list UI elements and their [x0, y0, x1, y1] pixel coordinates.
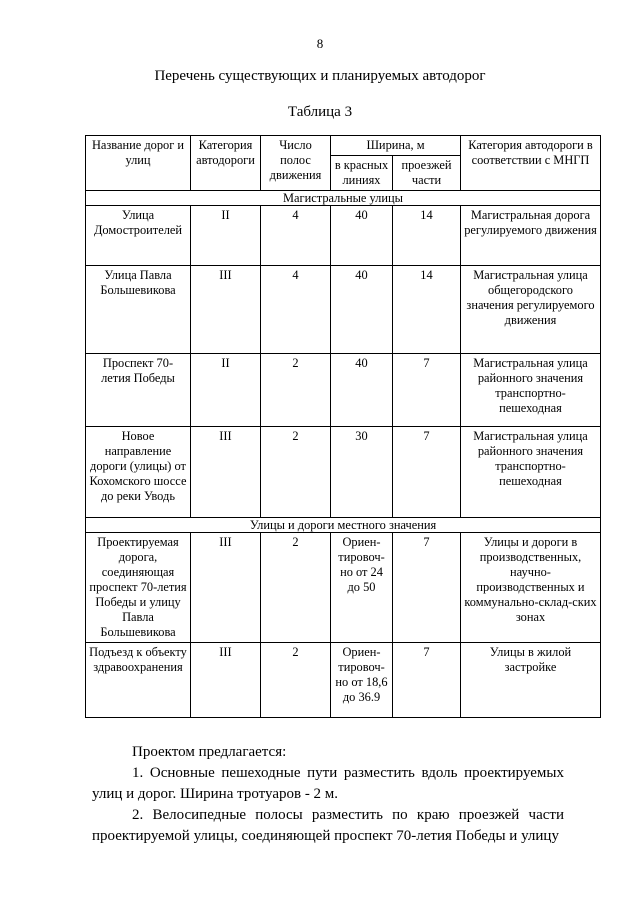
page-number: 8 [316, 36, 324, 51]
section-row [86, 191, 601, 206]
proposal-item: 2. Велосипедные полосы разместить по краю проезжей части проектируемой улицы, соединяющей проспект 70-летия Победы и улицу [92, 807, 564, 844]
cell-mngp: Магистральная улица общегородского значения регулируемого движения [461, 266, 601, 354]
cell-red-lines: 30 [331, 427, 393, 518]
cell-carriageway: 7 [393, 354, 461, 427]
cell-lanes: 2 [261, 354, 331, 427]
proposal-intro: Проектом предлагается: [132, 744, 287, 760]
table-header-row [86, 136, 601, 156]
section-title: Магистральные улицы [86, 191, 601, 206]
section-title: Улицы и дороги местного значения [86, 518, 601, 533]
cell-mngp: Улицы и дороги в производственных, научно-производственных и коммунально-склад-ских зонах [461, 533, 601, 643]
cell-carriageway: 14 [393, 206, 461, 266]
cell-red-lines: 40 [331, 266, 393, 354]
cell-lanes: 2 [261, 427, 331, 518]
cell-category: III [191, 533, 261, 643]
cell-name: Подъезд к объекту здравоохранения [86, 643, 191, 718]
cell-lanes: 2 [261, 533, 331, 643]
cell-name: Проектируемая дорога, соединяющая проспект 70-летия Победы и улицу Павла Большевикова [86, 533, 191, 643]
cell-category: III [191, 427, 261, 518]
cell-carriageway: 7 [393, 533, 461, 643]
cell-lanes: 2 [261, 643, 331, 718]
cell-red-lines: Ориен-тировоч-но от 18,6 до 36.9 [331, 643, 393, 718]
cell-carriageway: 7 [393, 427, 461, 518]
header-width-carriageway: проезжей части [393, 156, 461, 191]
cell-category: II [191, 354, 261, 427]
header-name: Название дорог и улиц [86, 136, 191, 191]
table-row [86, 266, 601, 354]
header-width-red-lines: в красных линиях [331, 156, 393, 191]
cell-name: Проспект 70-летия Победы [86, 354, 191, 427]
header-lanes: Число полос движения [261, 136, 331, 191]
section-row [86, 518, 601, 533]
cell-lanes: 4 [261, 206, 331, 266]
cell-category: III [191, 643, 261, 718]
cell-mngp: Магистральная улица районного значения транспортно-пешеходная [461, 354, 601, 427]
cell-carriageway: 7 [393, 643, 461, 718]
cell-carriageway: 14 [393, 266, 461, 354]
header-category: Категория автодороги [191, 136, 261, 191]
proposal-item: 1. Основные пешеходные пути разместить вдоль проектируемых улиц и дорог. Ширина тротуаров - 2 м. [92, 765, 564, 802]
cell-name: Новое направление дороги (улицы) от Кохомского шоссе до реки Уводь [86, 427, 191, 518]
cell-mngp: Улицы в жилой застройке [461, 643, 601, 718]
roads-table [85, 135, 601, 718]
table-row [86, 427, 601, 518]
cell-name: Улица Домостроителей [86, 206, 191, 266]
table-row [86, 643, 601, 718]
cell-lanes: 4 [261, 266, 331, 354]
cell-mngp: Магистральная улица районного значения транспортно-пешеходная [461, 427, 601, 518]
cell-mngp: Магистральная дорога регулируемого движения [461, 206, 601, 266]
page-title: Перечень существующих и планируемых автодорог [154, 68, 486, 84]
table-row [86, 206, 601, 266]
table-row [86, 354, 601, 427]
cell-red-lines: 40 [331, 206, 393, 266]
cell-name: Улица Павла Большевикова [86, 266, 191, 354]
cell-category: III [191, 266, 261, 354]
cell-red-lines: Ориен-тировоч-но от 24 до 50 [331, 533, 393, 643]
table-label: Таблица 3 [287, 104, 353, 120]
cell-category: II [191, 206, 261, 266]
cell-red-lines: 40 [331, 354, 393, 427]
header-mngp-category: Категория автодороги в соответствии с МНГП [461, 136, 601, 191]
table-row [86, 533, 601, 643]
proposal-text [92, 742, 564, 847]
header-width: Ширина, м [331, 136, 461, 156]
